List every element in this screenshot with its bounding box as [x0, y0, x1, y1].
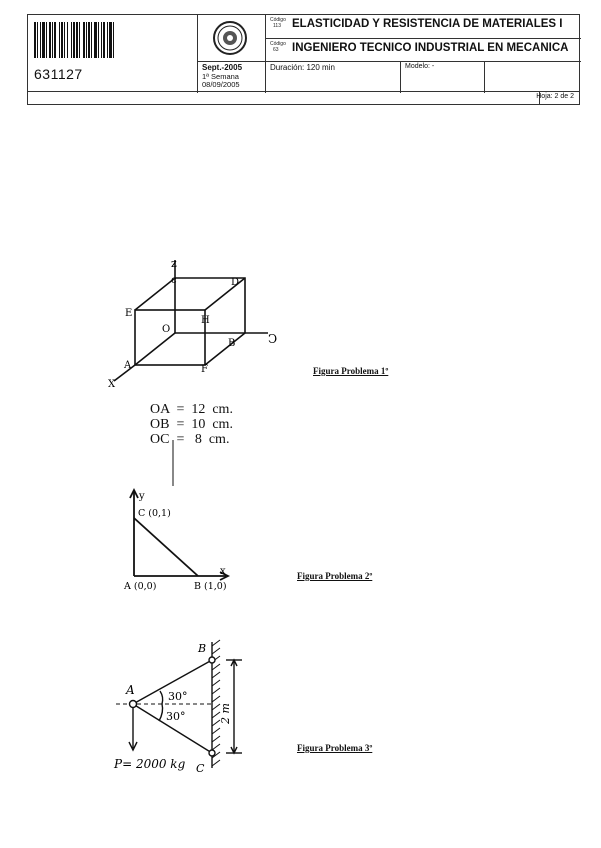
exam-duration: Duración: 120 min — [270, 63, 335, 72]
fig2-label-y: y — [139, 491, 145, 502]
exam-header-table — [27, 14, 580, 92]
exam-code-number: 631127 — [34, 66, 83, 82]
equation-ob: OB = 10 cm. — [150, 417, 233, 432]
fig2-label-b: B (1,0) — [194, 581, 227, 592]
barcode — [34, 22, 182, 58]
figure1-equations — [150, 402, 233, 447]
exam-session: Sept.-2005 — [202, 63, 243, 72]
fig1-label-h: H — [201, 315, 210, 326]
fig1-label-z: z — [171, 257, 177, 270]
fig1-label-o: O — [162, 324, 171, 335]
fig3-label-b: B — [198, 642, 207, 655]
barcode-bar — [114, 22, 116, 58]
degree-code-block: Código 63 — [270, 41, 286, 53]
fig2-label-a: A (0,0) — [124, 581, 157, 592]
exam-model: Modelo: - — [405, 63, 435, 70]
sheet-number: Hoja: 2 de 2 — [536, 93, 574, 100]
figure1-cube-diagram — [100, 255, 300, 395]
figure2-triangle-diagram — [118, 486, 248, 596]
figure1-caption: Figura Problema 1º — [313, 366, 389, 376]
vertical-stroke — [170, 440, 176, 486]
sheet-row — [27, 92, 580, 105]
degree-title: INGENIERO TECNICO INDUSTRIAL EN MECANICA — [292, 42, 569, 54]
exam-week: 1ª Semana — [202, 71, 239, 81]
fig1-label-x: X — [108, 379, 116, 390]
fig1-label-d: D — [231, 277, 240, 288]
figure3-truss-diagram — [108, 636, 253, 776]
fig3-dimension: 2 m — [219, 703, 232, 724]
fig1-label-y: Ↄ — [268, 332, 278, 346]
subject-code-block: Código 113 — [270, 17, 286, 29]
equation-oc: OC = 8 cm. — [150, 432, 230, 447]
fig3-label-a: A — [126, 683, 135, 697]
equation-oa: OA = 12 cm. — [150, 402, 233, 417]
fig2-label-c: C (0,1) — [138, 508, 171, 519]
figure3-caption: Figura Problema 3º — [297, 743, 373, 753]
fig1-label-e: E — [125, 308, 133, 319]
subject-title: ELASTICIDAD Y RESISTENCIA DE MATERIALES I — [292, 18, 563, 30]
fig3-angle-bottom: 30° — [166, 710, 186, 723]
figure2-caption: Figura Problema 2º — [297, 571, 373, 581]
fig3-angle-top: 30° — [168, 690, 188, 703]
fig1-label-b: B — [228, 338, 236, 349]
exam-date: 08/09/2005 — [202, 80, 240, 89]
fig1-label-a: A — [124, 360, 132, 371]
exam-date-block — [202, 64, 242, 90]
fig2-label-x: x — [220, 566, 226, 577]
fig3-load-label: P= 2000 kg — [114, 757, 186, 771]
fig3-label-c: C — [196, 762, 205, 775]
fig1-label-f: F — [201, 364, 208, 375]
university-seal-icon — [212, 20, 248, 56]
fig1-label-c: c — [171, 275, 177, 286]
